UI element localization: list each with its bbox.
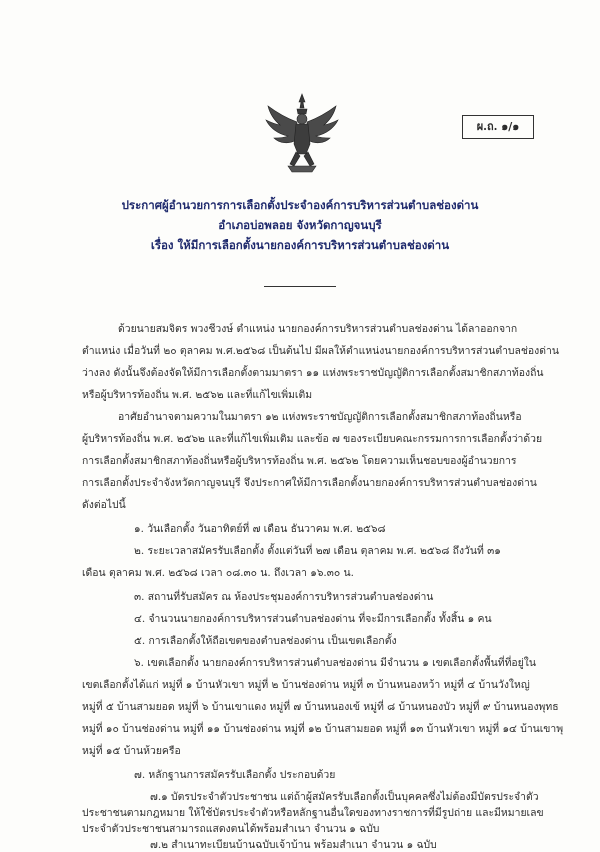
body-line: หมู่ที่ ๑๕ บ้านห้วยครือ <box>82 745 181 757</box>
divider <box>264 286 336 287</box>
list-item: ๑. วันเลือกตั้ง วันอาทิตย์ที่ ๗ เดือน ธันวาคม พ.ศ. ๒๕๖๘ <box>134 523 386 535</box>
body-line: หมู่ที่ ๑๐ บ้านช่องด่าน หมู่ที่ ๑๑ บ้านช่องด่าน หมู่ที่ ๑๒ บ้านสามยอด หมู่ที่ ๑๓ บ้านหัวเขา หมู่ที่ ๑๔ บ้านเขาพุ <box>82 723 564 735</box>
body-line: ประชาชนตามกฎหมาย ให้ใช้บัตรประจำตัวหรือหลักฐานอื่นใดของทางราชการที่มีรูปถ่าย และมีหมายเลข <box>82 807 544 819</box>
body-line: การเลือกตั้งประจำจังหวัดกาญจนบุรี จึงประกาศให้มีการเลือกตั้งนายกองค์การบริหารส่วนตำบลช่องด่าน <box>82 477 537 489</box>
form-code-box: ผ.ถ. ๑/๑ <box>462 115 534 139</box>
list-item: ๖. เขตเลือกตั้ง นายกองค์การบริหารส่วนตำบลช่องด่าน มีจำนวน ๑ เขตเลือกตั้งพื้นที่ที่อยู่ใน <box>134 657 536 669</box>
list-item: ๗. หลักฐานการสมัครรับเลือกตั้ง ประกอบด้วย <box>134 769 336 781</box>
body-line: อาศัยอำนาจตามความในมาตรา ๑๒ แห่งพระราชบัญญัติการเลือกตั้งสมาชิกสภาท้องถิ่นหรือ <box>118 411 522 423</box>
list-item: ๓. สถานที่รับสมัคร ณ ห้องประชุมองค์การบริหารส่วนตำบลช่องด่าน <box>134 591 434 603</box>
body-line: การเลือกตั้งสมาชิกสภาท้องถิ่นหรือผู้บริหารท้องถิ่น พ.ศ. ๒๕๖๒ โดยความเห็นชอบของผู้อำนวยการ <box>82 455 517 467</box>
body-line: ตำแหน่ง เมื่อวันที่ ๒๐ ตุลาคม พ.ศ.๒๕๖๘ เป็นต้นไป มีผลให้ตำแหน่งนายกองค์การบริหารส่วนตำบลช่องด่าน <box>82 345 559 357</box>
body-line: หมู่ที่ ๕ บ้านสามยอด หมู่ที่ ๖ บ้านเขาแดง หมู่ที่ ๗ บ้านหนองเข้ หมู่ที่ ๘ บ้านหนองบัว หมู่ที่ ๙ บ้านหนองพุทธ <box>82 701 559 713</box>
body-line: ว่างลง ดังนั้นจึงต้องจัดให้มีการเลือกตั้งตามมาตรา ๑๑ แห่งพระราชบัญญัติการเลือกตั้งสมาชิกสภาท้องถิ่น <box>82 367 544 379</box>
body-line: เขตเลือกตั้งได้แก่ หมู่ที่ ๑ บ้านหัวเขา หมู่ที่ ๒ บ้านช่องด่าน หมู่ที่ ๓ บ้านหนองหว้า หมู่ที่ ๔ บ้านวังใหญ่ <box>82 679 530 691</box>
body-line: หรือผู้บริหารท้องถิ่น พ.ศ. ๒๕๖๒ และที่แก้ไขเพิ่มเติม <box>82 389 313 401</box>
list-item: ๒. ระยะเวลาสมัครรับเลือกตั้ง ตั้งแต่วันที่ ๒๗ เดือน ตุลาคม พ.ศ. ๒๕๖๘ ถึงวันที่ ๓๑ <box>134 545 501 557</box>
body-line: ผู้บริหารท้องถิ่น พ.ศ. ๒๕๖๒ และที่แก้ไขเพิ่มเติม และข้อ ๗ ของระเบียบคณะกรรมการการเลือกตั้งว่าด้วย <box>82 433 543 445</box>
subject-line: เรื่อง ให้มีการเลือกตั้งนายกองค์การบริหารส่วนตำบลช่องด่าน <box>150 238 450 252</box>
body-line: ประจำตัวประชาชนสามารถแสดงตนได้พร้อมสำเนา จำนวน ๑ ฉบับ <box>82 823 380 835</box>
list-item: ๕. การเลือกตั้งให้ถือเขตของตำบลช่องด่าน เป็นเขตเลือกตั้ง <box>134 635 397 647</box>
sub-item: ๗.๑ บัตรประจำตัวประชาชน แต่ถ้าผู้สมัครรับเลือกตั้งเป็นบุคคลซึ่งไม่ต้องมีบัตรประจำตัว <box>150 791 539 803</box>
body-line: เดือน ตุลาคม พ.ศ. ๒๕๖๘ เวลา ๐๘.๓๐ น. ถึงเวลา ๑๖.๓๐ น. <box>82 567 354 579</box>
garuda-emblem-icon <box>264 92 340 174</box>
announcement-title: ประกาศผู้อำนวยการการเลือกตั้งประจำองค์การบริหารส่วนตำบลช่องด่าน <box>121 198 479 212</box>
list-item: ๔. จำนวนนายกองค์การบริหารส่วนตำบลช่องด่าน ที่จะมีการเลือกตั้ง ทั้งสิ้น ๑ คน <box>134 613 492 625</box>
body-line: ดังต่อไปนี้ <box>82 499 126 511</box>
district-province-line: อำเภอบ่อพลอย จังหวัดกาญจนบุรี <box>218 218 382 232</box>
body-line: ด้วยนายสมจิตร พวงชีวงษ์ ตำแหน่ง นายกองค์การบริหารส่วนตำบลช่องด่าน ได้ลาออกจาก <box>118 323 518 335</box>
sub-item: ๗.๒ สำเนาทะเบียนบ้านฉบับเจ้าบ้าน พร้อมสำเนา จำนวน ๑ ฉบับ <box>150 839 437 851</box>
